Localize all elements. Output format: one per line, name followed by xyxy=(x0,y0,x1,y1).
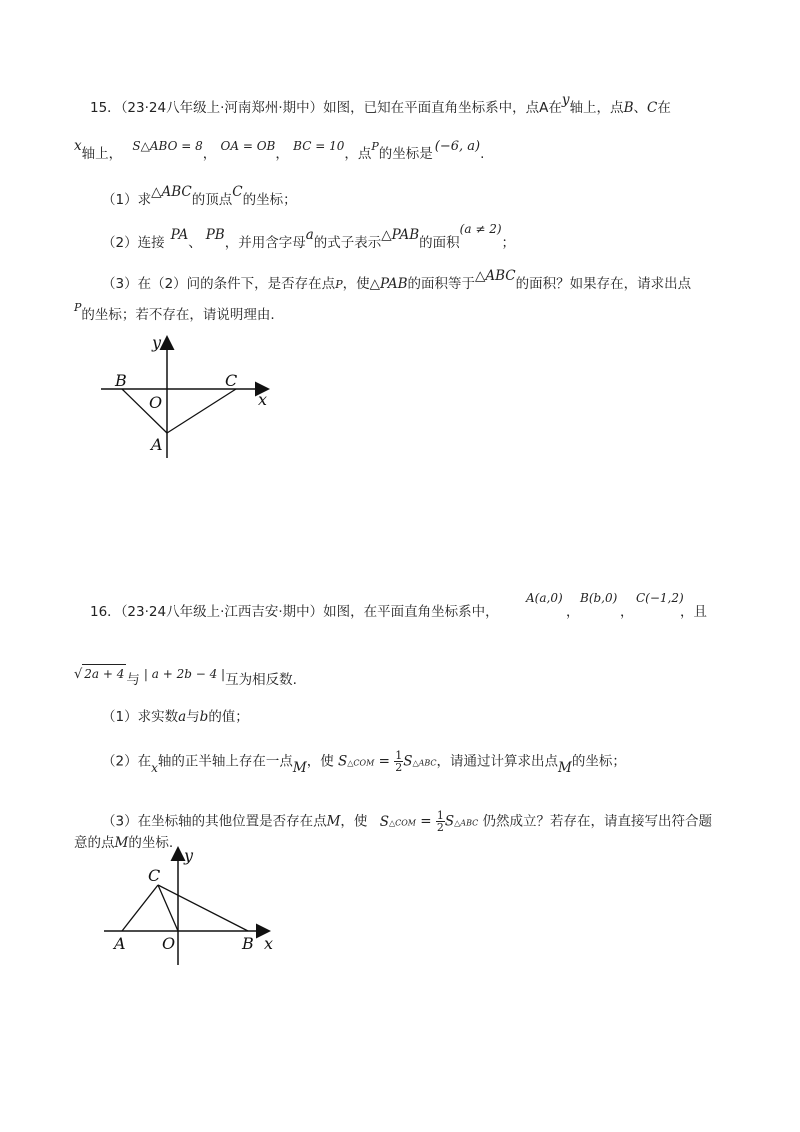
q16-S-abc: S xyxy=(403,753,413,770)
q16-text: 在 xyxy=(137,753,152,770)
q16-text: ，使 xyxy=(340,813,368,830)
q16-text: ，使 xyxy=(306,753,334,770)
q15-text: 的顶点 xyxy=(191,192,233,208)
q16-intro: 如图，在平面直角坐标系中， xyxy=(323,604,499,620)
q16-b: b xyxy=(199,709,209,725)
q15-point-P: P xyxy=(371,140,379,153)
q16-sqrt-expr: 2a + 4 xyxy=(82,664,126,683)
q15-tri-pab: △PAB xyxy=(369,276,408,292)
q16-M: M xyxy=(326,813,341,830)
q15-text: 求 xyxy=(137,192,152,208)
q16-p2-label: （2） xyxy=(102,753,138,770)
q15-tri-abc: △ABC xyxy=(475,268,516,284)
q15-point-C: C xyxy=(646,100,658,116)
q16-text: ，请通过计算求出点 xyxy=(436,753,559,770)
q16-label-y: y xyxy=(184,846,194,865)
q15-point-C: C xyxy=(232,184,243,200)
q15-text: 的式子表示 xyxy=(313,235,382,251)
q16-opposite: 互为相反数. xyxy=(225,672,297,688)
q15-text: 在 xyxy=(548,100,562,116)
q16-text: 求实数 xyxy=(137,709,179,725)
q16-with: 与 xyxy=(126,672,140,688)
q15-text: 连接 xyxy=(137,235,165,251)
q16-segment-CB xyxy=(158,885,248,931)
q15-label-y: y xyxy=(152,333,162,352)
q15-text: 的面积？如果存在，请求出点 xyxy=(515,276,692,292)
q16-text: 轴的正半轴上存在一点 xyxy=(157,753,293,770)
q15-a: a xyxy=(305,227,314,243)
q15-end: . xyxy=(480,146,485,162)
q15-tri-abc: △ABC xyxy=(151,184,192,200)
q16-half-den: 2 xyxy=(395,761,403,774)
q16-M: M xyxy=(558,759,572,776)
q16-line1: 16．（23·24八年级上·江西吉安·期中）如图，在平面直角坐标系中， A(a,0) ， B(b,0) ， C(−1,2) ，且 xyxy=(90,591,707,620)
q15-y: y xyxy=(561,92,570,108)
q16-sub-com: △COM xyxy=(388,818,416,828)
q16-eq: = xyxy=(420,813,432,830)
q16-M: M xyxy=(292,759,307,776)
q15-segment-AC xyxy=(167,389,236,433)
q15-text: ，并用含字母 xyxy=(224,235,306,251)
q15-point-P: P xyxy=(74,301,82,314)
q15-end: ； xyxy=(501,235,516,251)
q16-p3-label: （3） xyxy=(102,813,138,830)
q16-figure xyxy=(100,845,285,970)
q16-M: M xyxy=(114,835,129,851)
q16-abs-expr: | a + 2b − 4 | xyxy=(143,667,226,681)
q16-part3 xyxy=(102,810,712,833)
q16-segment-CO xyxy=(158,885,178,931)
q16-sub-com: △COM xyxy=(347,758,375,768)
q15-text: 轴上， xyxy=(81,146,123,162)
q16-text: 的坐标. xyxy=(128,835,174,851)
q15-part3 xyxy=(102,268,692,294)
q15-area-expr: S△ABO = 8 xyxy=(132,139,203,153)
q15-text: 的坐标；若不存在，请说明理由. xyxy=(81,307,275,323)
q16-x: x xyxy=(151,760,158,775)
q16-half xyxy=(394,750,403,773)
q15-line1 xyxy=(90,92,671,117)
q16-segment-AC xyxy=(122,885,158,931)
q15-oa-ob: OA = OB xyxy=(220,139,276,153)
q15-sep: 、 xyxy=(633,100,647,116)
q16-label-B: B xyxy=(242,934,254,953)
q16-a: a xyxy=(178,709,187,725)
q16-line2: √ 2a + 4 与 | a + 2b − 4 |互为相反数. xyxy=(74,664,297,684)
q15-bc: BC = 10 xyxy=(293,139,345,153)
q15-text: 的面积等于 xyxy=(407,276,475,292)
q15-part3-cont xyxy=(74,301,275,325)
q15-text: 的坐标； xyxy=(242,192,297,208)
q15-text: 的坐标是 xyxy=(378,146,433,162)
q16-part2 xyxy=(102,749,626,776)
q16-sub-abc: △ABC xyxy=(412,758,437,768)
q16-and: ，且 xyxy=(680,604,707,620)
q15-label-C: C xyxy=(225,371,238,390)
q15-number: 15． xyxy=(90,100,121,116)
q16-point-A: A(a,0) xyxy=(526,591,563,605)
q15-point-P: P xyxy=(335,278,343,291)
q16-text: 仍然成立？若存在，请直接写出符合题 xyxy=(482,813,713,830)
q15-label-O: O xyxy=(149,393,163,412)
q16-p1-label: （1） xyxy=(102,709,138,725)
q16-label-O: O xyxy=(162,934,176,953)
q15-cond: (a ≠ 2) xyxy=(459,222,502,236)
q16-label-x: x xyxy=(264,934,274,953)
q15-text: ，点 xyxy=(344,146,372,162)
q15-point-B: B xyxy=(623,100,634,116)
q16-text: 的坐标； xyxy=(571,753,626,770)
q16-text: 在坐标轴的其他位置是否存在点 xyxy=(137,813,327,830)
q15-figure xyxy=(95,330,285,460)
q16-sub-abc: △ABC xyxy=(454,818,479,828)
q16-label-C: C xyxy=(148,866,161,885)
q16-label-A: A xyxy=(114,934,126,953)
q15-point-A: A xyxy=(539,100,549,116)
q16-half xyxy=(436,810,445,833)
q15-tri-pab: △PAB xyxy=(381,227,420,243)
q15-part1 xyxy=(102,184,297,209)
q15-part2 xyxy=(102,222,516,252)
q15-p2-label: （2） xyxy=(102,235,138,251)
q16-point-B: B(b,0) xyxy=(580,591,618,605)
q15-text: 的面积 xyxy=(419,235,460,251)
q15-label-A: A xyxy=(151,435,163,454)
q15-p3-label: （3） xyxy=(102,276,138,292)
q16-text: 意的点 xyxy=(74,835,115,851)
q16-S-abc: S xyxy=(444,813,455,830)
q16-S-com: S xyxy=(379,813,389,830)
q16-half-den: 2 xyxy=(436,821,444,834)
q15-sep: 、 xyxy=(188,235,202,251)
q16-eq: = xyxy=(378,753,390,770)
q16-source: （23·24八年级上·江西吉安·期中） xyxy=(120,604,324,620)
q15-text: 在（2）问的条件下，是否存在点 xyxy=(137,276,336,292)
q16-half-num: 1 xyxy=(395,749,403,762)
q15-text: 在 xyxy=(657,100,671,116)
q15-PA: PA xyxy=(170,227,189,243)
q16-part1 xyxy=(102,708,249,726)
q15-line2: x轴上， S△ABO = 8， OA = OB， BC = 10，点$^P$的坐标是 (−6, a). xyxy=(74,138,485,162)
q15-label-B: B xyxy=(115,371,127,390)
q15-intro: 如图，已知在平面直角坐标系中，点 xyxy=(323,100,540,116)
q16-half-num: 1 xyxy=(436,809,444,822)
q15-p-coord: (−6, a) xyxy=(434,139,481,154)
q15-source: （23·24八年级上·河南郑州·期中） xyxy=(120,100,324,116)
q15-text: 轴上，点 xyxy=(569,100,624,116)
q15-text: ，使 xyxy=(342,276,370,292)
q16-S-com: S xyxy=(338,753,348,770)
q16-text: 与 xyxy=(186,709,200,725)
q16-text: 的值； xyxy=(208,709,249,725)
q16-point-C: C(−1,2) xyxy=(636,591,684,605)
q16-number: 16． xyxy=(90,604,121,620)
q15-p1-label: （1） xyxy=(102,192,138,208)
q15-PB: PB xyxy=(205,227,225,243)
q15-x: x xyxy=(74,138,82,154)
q15-label-x: x xyxy=(258,390,268,409)
